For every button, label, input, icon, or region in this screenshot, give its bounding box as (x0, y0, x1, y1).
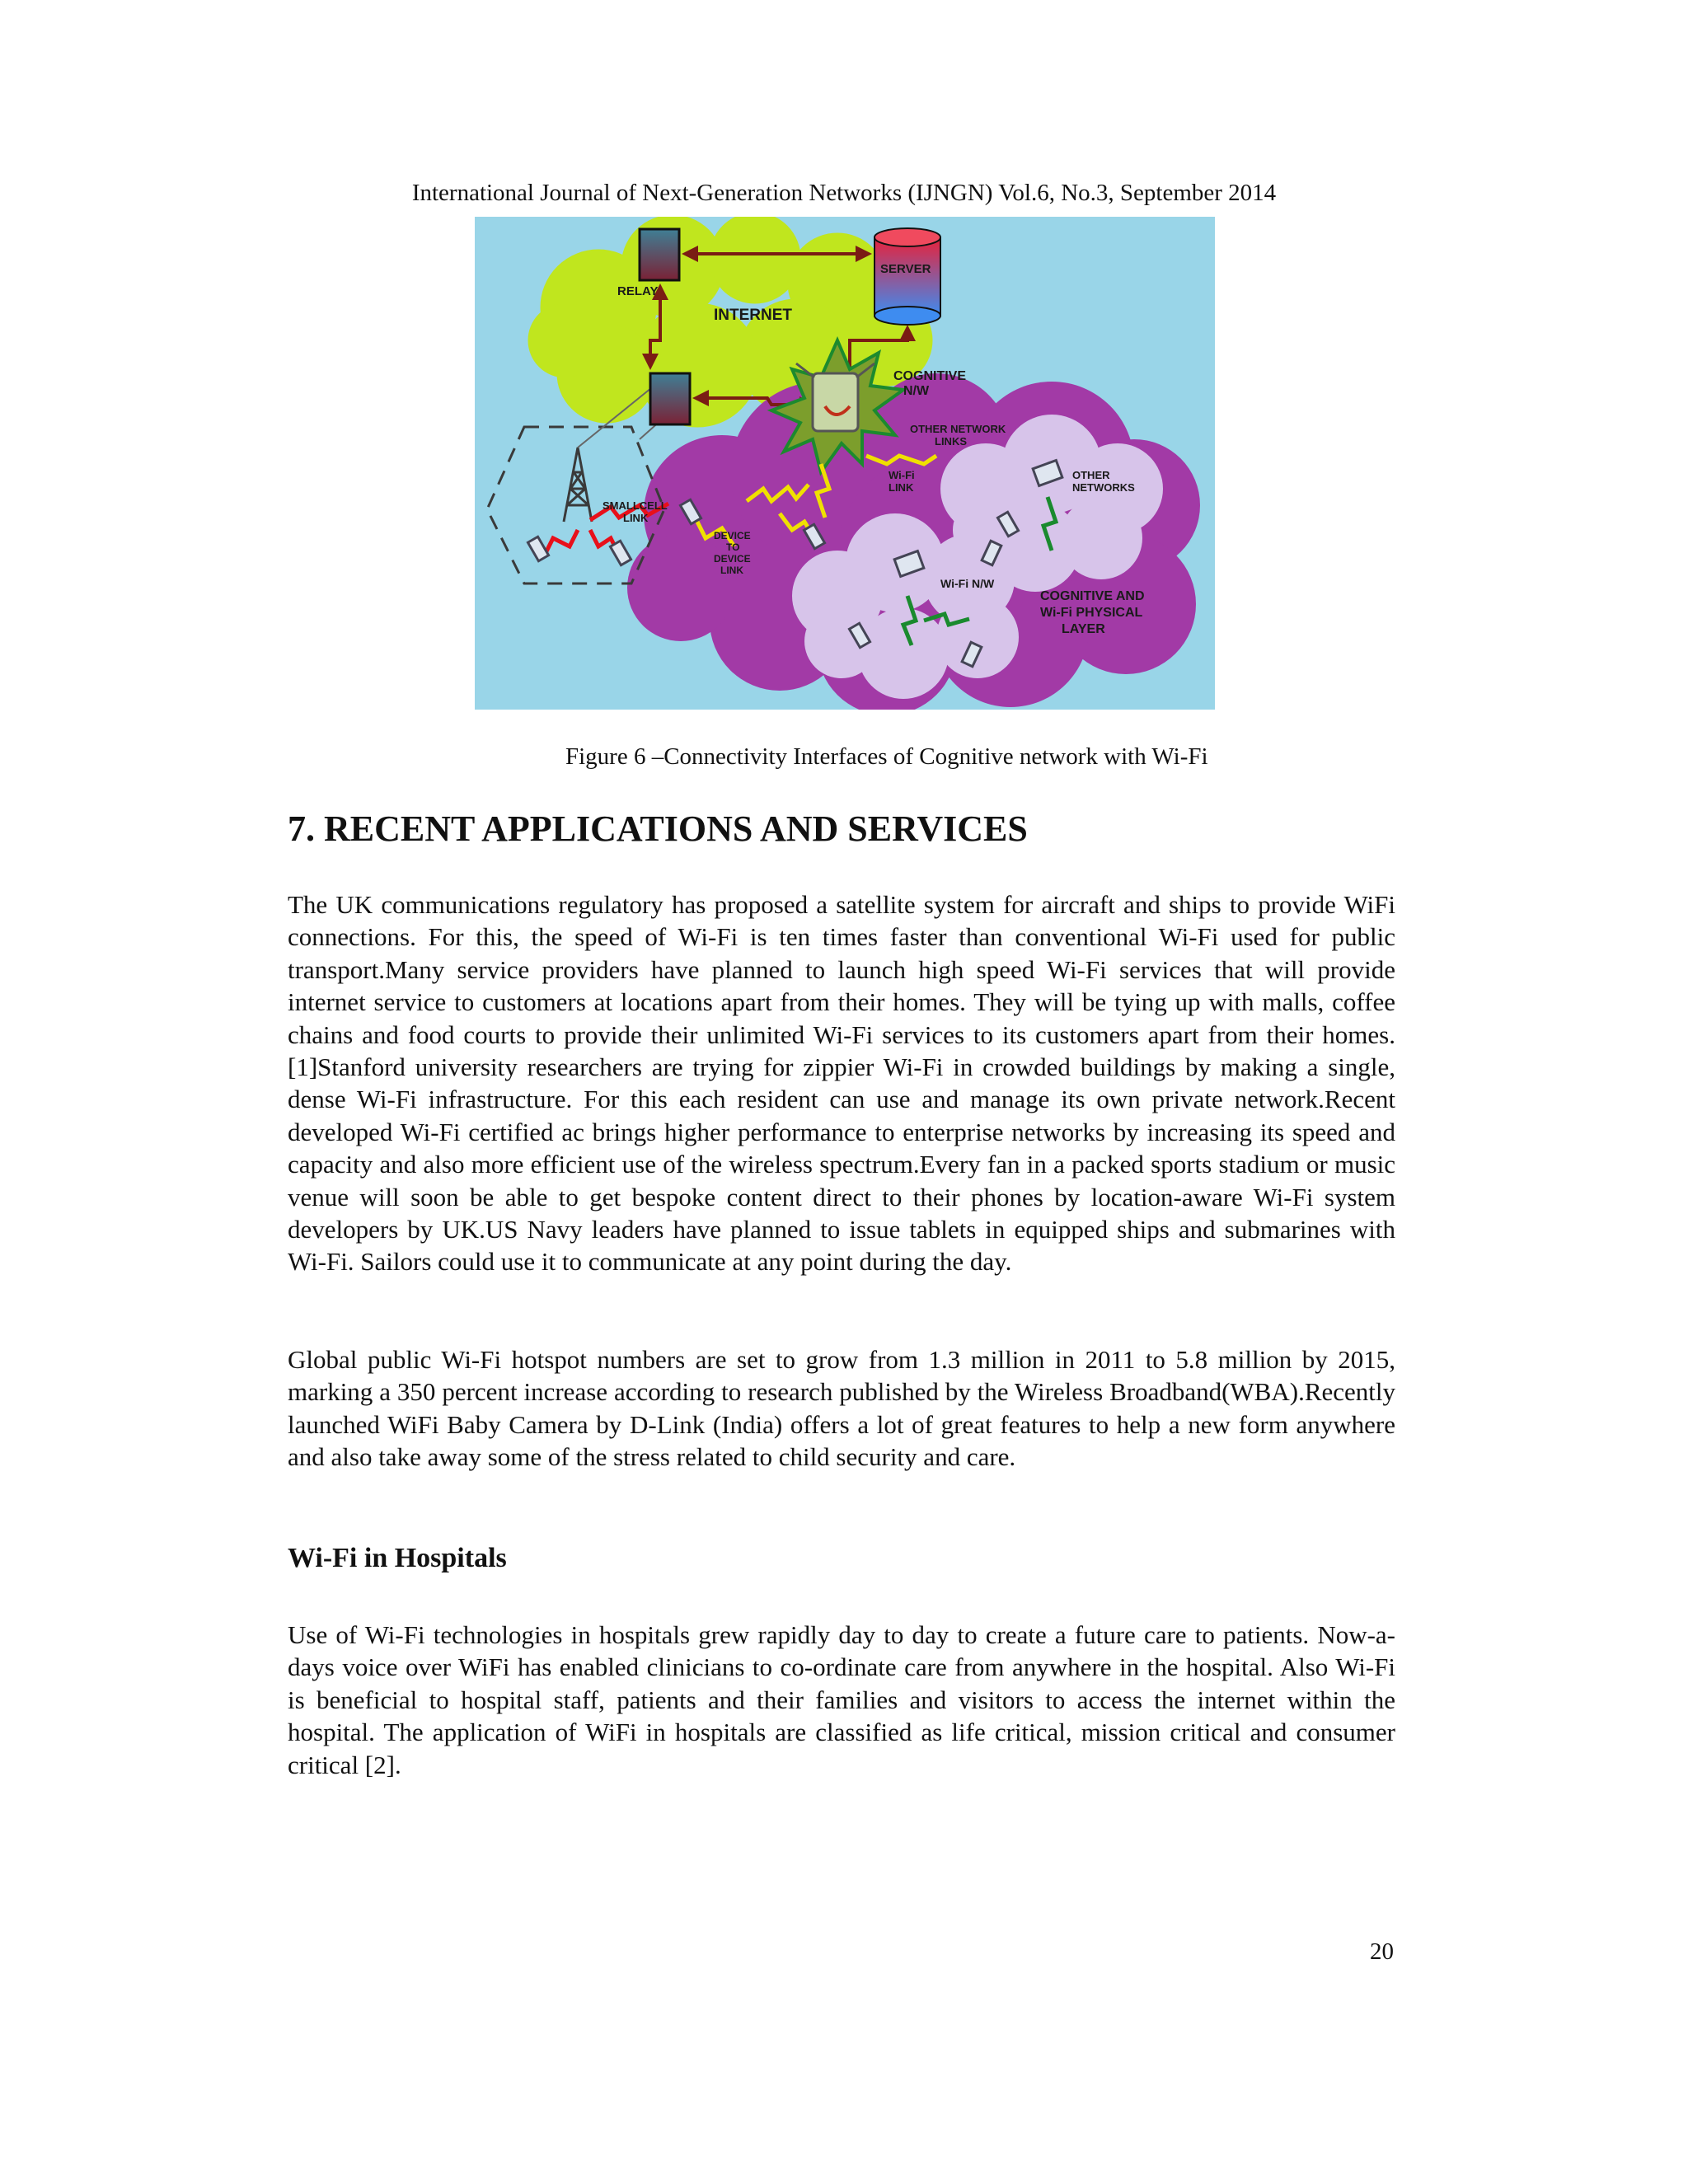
section-title: 7. RECENT APPLICATIONS AND SERVICES (288, 808, 1028, 849)
other-links-label: OTHER NETWORK (910, 423, 1006, 435)
server-label: SERVER (880, 262, 931, 276)
relay-label: RELAY (617, 284, 659, 298)
connectivity-diagram (475, 217, 1215, 710)
smallcell-label: SMALLCELL (603, 499, 668, 512)
wifi-link-label: LINK (889, 481, 914, 494)
paragraph: The UK communications regulatory has proposed a satellite system for aircraft and ships to provide WiFi connections. For this, the speed of Wi-Fi is ten times faster than conventional Wi-Fi used for public transport.Many service providers have planned to launch high speed Wi-Fi services that will provide internet service to customers at locations apart from their homes. They will be tying up with malls, coffee chains and food courts to provide their unlimited Wi-Fi services to its customers apart from their homes.[1]Stanford university researchers are trying for zippier Wi-Fi in crowded buildings by making a single, dense Wi-Fi infrastructure. For this each resident can use and manage its own private network.Recent developed Wi-Fi certified ac brings higher performance to enterprise networks by increasing its speed and capacity and also more efficient use of the wireless spectrum.Every fan in a packed sports stadium or music venue will soon be able to get bespoke content direct to their phones by location-aware Wi-Fi system developers by UK.US Navy leaders have planned to issue tablets in equipped ships and submarines with Wi-Fi. Sailors could use it to communicate at any point during the day. (288, 890, 1395, 1277)
d2d-label: TO (726, 541, 740, 553)
other-links-label: LINKS (935, 435, 967, 448)
smallcell-label: LINK (623, 512, 649, 524)
server-icon (874, 228, 940, 325)
d2d-label: DEVICE (714, 553, 751, 565)
cognitive-nw-label: COGNITIVE (893, 369, 967, 383)
other-networks-label: OTHER (1072, 469, 1110, 481)
paragraph: Use of Wi-Fi technologies in hospitals grew rapidly day to day to create a future care to patients. Now-a-days voice over WiFi has enabled clinicians to co-ordinate care from anywhere in the hospital. Also Wi-Fi is beneficial to hospital staff, patients and their families and visitors to access the internet within the hospital. The application of WiFi in hospitals are classified as life critical, mission critical and consumer critical [2]. (288, 1620, 1395, 1779)
page-number: 20 (1370, 1938, 1394, 1965)
relay-icon (640, 229, 679, 280)
cognitive-nw-label: N/W (903, 384, 930, 398)
network-figure (475, 217, 1215, 710)
d2d-label: LINK (720, 565, 743, 576)
physical-layer-label: LAYER (1062, 622, 1105, 636)
d2d-label: DEVICE (714, 530, 751, 541)
internet-label: INTERNET (714, 307, 792, 324)
physical-layer-label: COGNITIVE AND (1040, 589, 1145, 603)
figure-caption: Figure 6 –Connectivity Interfaces of Cognitive network with Wi-Fi (565, 743, 1208, 770)
journal-header: International Journal of Next-Generation Networks (IJNGN) Vol.6, No.3, September 2014 (411, 180, 1277, 206)
other-networks-label: NETWORKS (1072, 481, 1135, 494)
wifi-link-label: Wi-Fi (889, 469, 915, 481)
subsection-title: Wi-Fi in Hospitals (288, 1543, 507, 1573)
paragraph: Global public Wi-Fi hotspot numbers are set to grow from 1.3 million in 2011 to 5.8 million by 2015, marking a 350 percent increase according to research published by the Wireless Broadband(WBA).Recently launched WiFi Baby Camera by D-Link (India) offers a lot of great features to help a new form anywhere and also take away some of the stress related to child security and care. (288, 1345, 1395, 1472)
physical-layer-label: Wi-Fi PHYSICAL (1040, 606, 1143, 620)
wifi-nw-label: Wi-Fi N/W (940, 577, 995, 590)
relay-icon (650, 373, 690, 424)
